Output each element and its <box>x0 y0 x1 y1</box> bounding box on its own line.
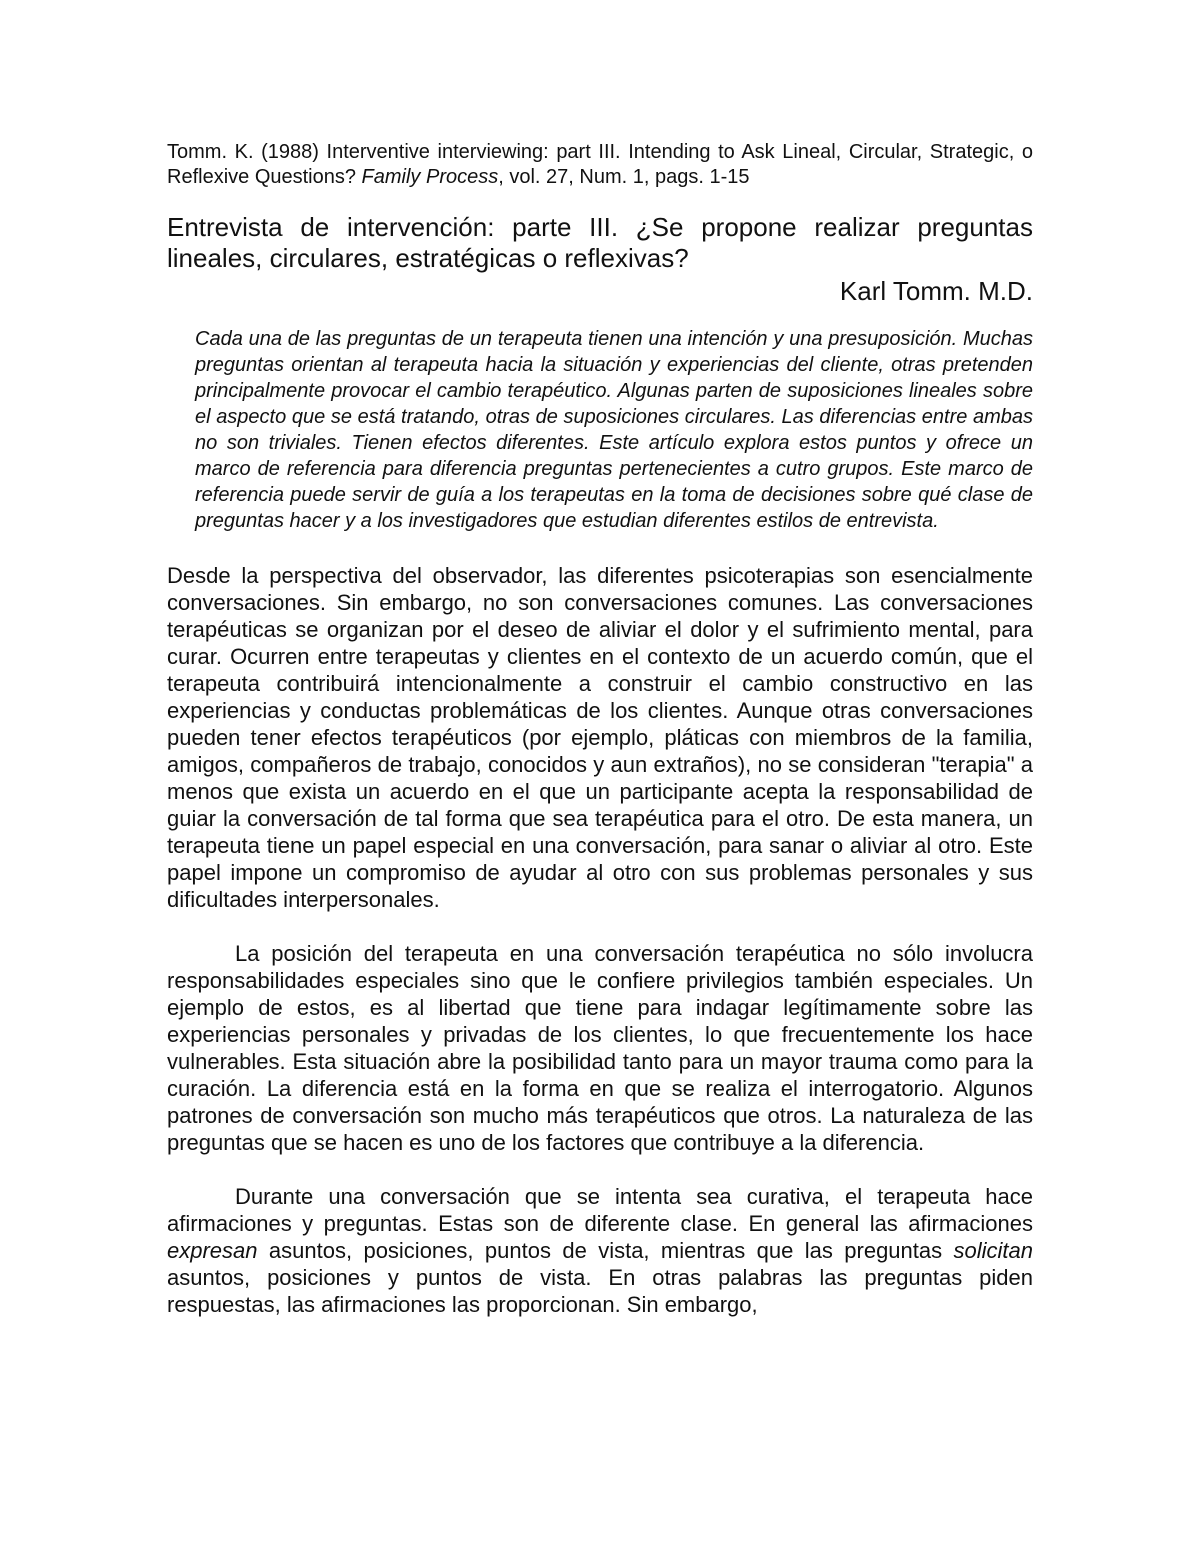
body-paragraph-1: Desde la perspectiva del observador, las diferentes psicoterapias son esencialmente conversaciones. Sin embargo, no son conversaciones comunes. Las conversaciones terapéuticas se organizan por el deseo de aliviar el dolor y el sufrimiento mental, para curar. Ocurren entre terapeutas y clientes en el contexto de un acuerdo común, que el terapeuta contribuirá intencionalmente a construir el cambio constructivo en las experiencias y conductas problemáticas de los clientes. Aunque otras conversaciones pueden tener efectos terapéuticos (por ejemplo, pláticas con miembros de la familia, amigos, compañeros de trabajo, conocidos y aun extraños), no se consideran "terapia" a menos que exista un acuerdo en el que un participante acepta la responsabilidad de guiar la conversación de tal forma que sea terapéutica para el otro. De esta manera, un terapeuta tiene un papel especial en una conversación, para sanar o aliviar al otro. Este papel impone un compromiso de ayudar al otro con sus problemas personales y sus dificultades interpersonales. <box>167 563 1033 912</box>
document-page <box>167 140 1033 1318</box>
emphasis-solicitan: solicitan <box>953 1238 1033 1263</box>
citation-journal: Family Process <box>361 166 499 188</box>
article-title: Entrevista de intervención: parte III. ¿Se propone realizar preguntas lineales, circulares, estratégicas o reflexivas? <box>167 212 1033 273</box>
body-paragraph-3 <box>167 1183 1033 1318</box>
body-paragraph-2: La posición del terapeuta en una conversación terapéutica no sólo involucra responsabilidades especiales sino que le confiere privilegios también especiales. Un ejemplo de estos, es al libertad que tiene para indagar legítimamente sobre las experiencias personales y privadas de los clientes, lo que frecuentemente los hace vulnerables. Esta situación abre la posibilidad tanto para un mayor trauma como para la curación. La diferencia está en la forma en que se realiza el interrogatorio. Algunos patrones de conversación son mucho más terapéuticos que otros. La naturaleza de las preguntas que se hacen es uno de los factores que contribuye a la diferencia. <box>167 941 1033 1155</box>
body-paragraph-3-part-b: asuntos, posiciones, puntos de vista, mientras que las preguntas <box>257 1238 954 1263</box>
body-paragraph-3-part-c: asuntos, posiciones y puntos de vista. En otras palabras las preguntas piden respuestas, las afirmaciones las proporcionan. Sin embargo, <box>167 1265 1033 1317</box>
emphasis-expresan: expresan <box>167 1238 258 1263</box>
citation-text: Tomm. K. (1988) Interventive interviewing: part III. Intending to Ask Lineal, Circular, Strategic, o Reflexive Questions? <box>167 141 1033 188</box>
citation-volume: , vol. 27, Num. 1, pags. 1-15 <box>498 166 750 188</box>
article-author: Karl Tomm. M.D. <box>839 276 1033 306</box>
citation <box>167 140 1033 190</box>
abstract: Cada una de las preguntas de un terapeuta tienen una intención y una presuposición. Muchas preguntas orientan al terapeuta hacia la situación y experiencias del cliente, otras pretenden principalmente provocar el cambio terapéutico. Algunas parten de suposiciones lineales sobre el aspecto que se está tratando, otras de suposiciones circulares. Las diferencias entre ambas no son triviales. Tienen efectos diferentes. Este artículo explora estos puntos y ofrece un marco de referencia para diferencia preguntas pertenecientes a cutro grupos. Este marco de referencia puede servir de guía a los terapeutas en la toma de decisiones sobre qué clase de preguntas hacer y a los investigadores que estudian diferentes estilos de entrevista. <box>195 328 1033 532</box>
body-paragraph-3-part-a: Durante una conversación que se intenta sea curativa, el terapeuta hace afirmaciones y preguntas. Estas son de diferente clase. En general las afirmaciones <box>167 1184 1033 1236</box>
